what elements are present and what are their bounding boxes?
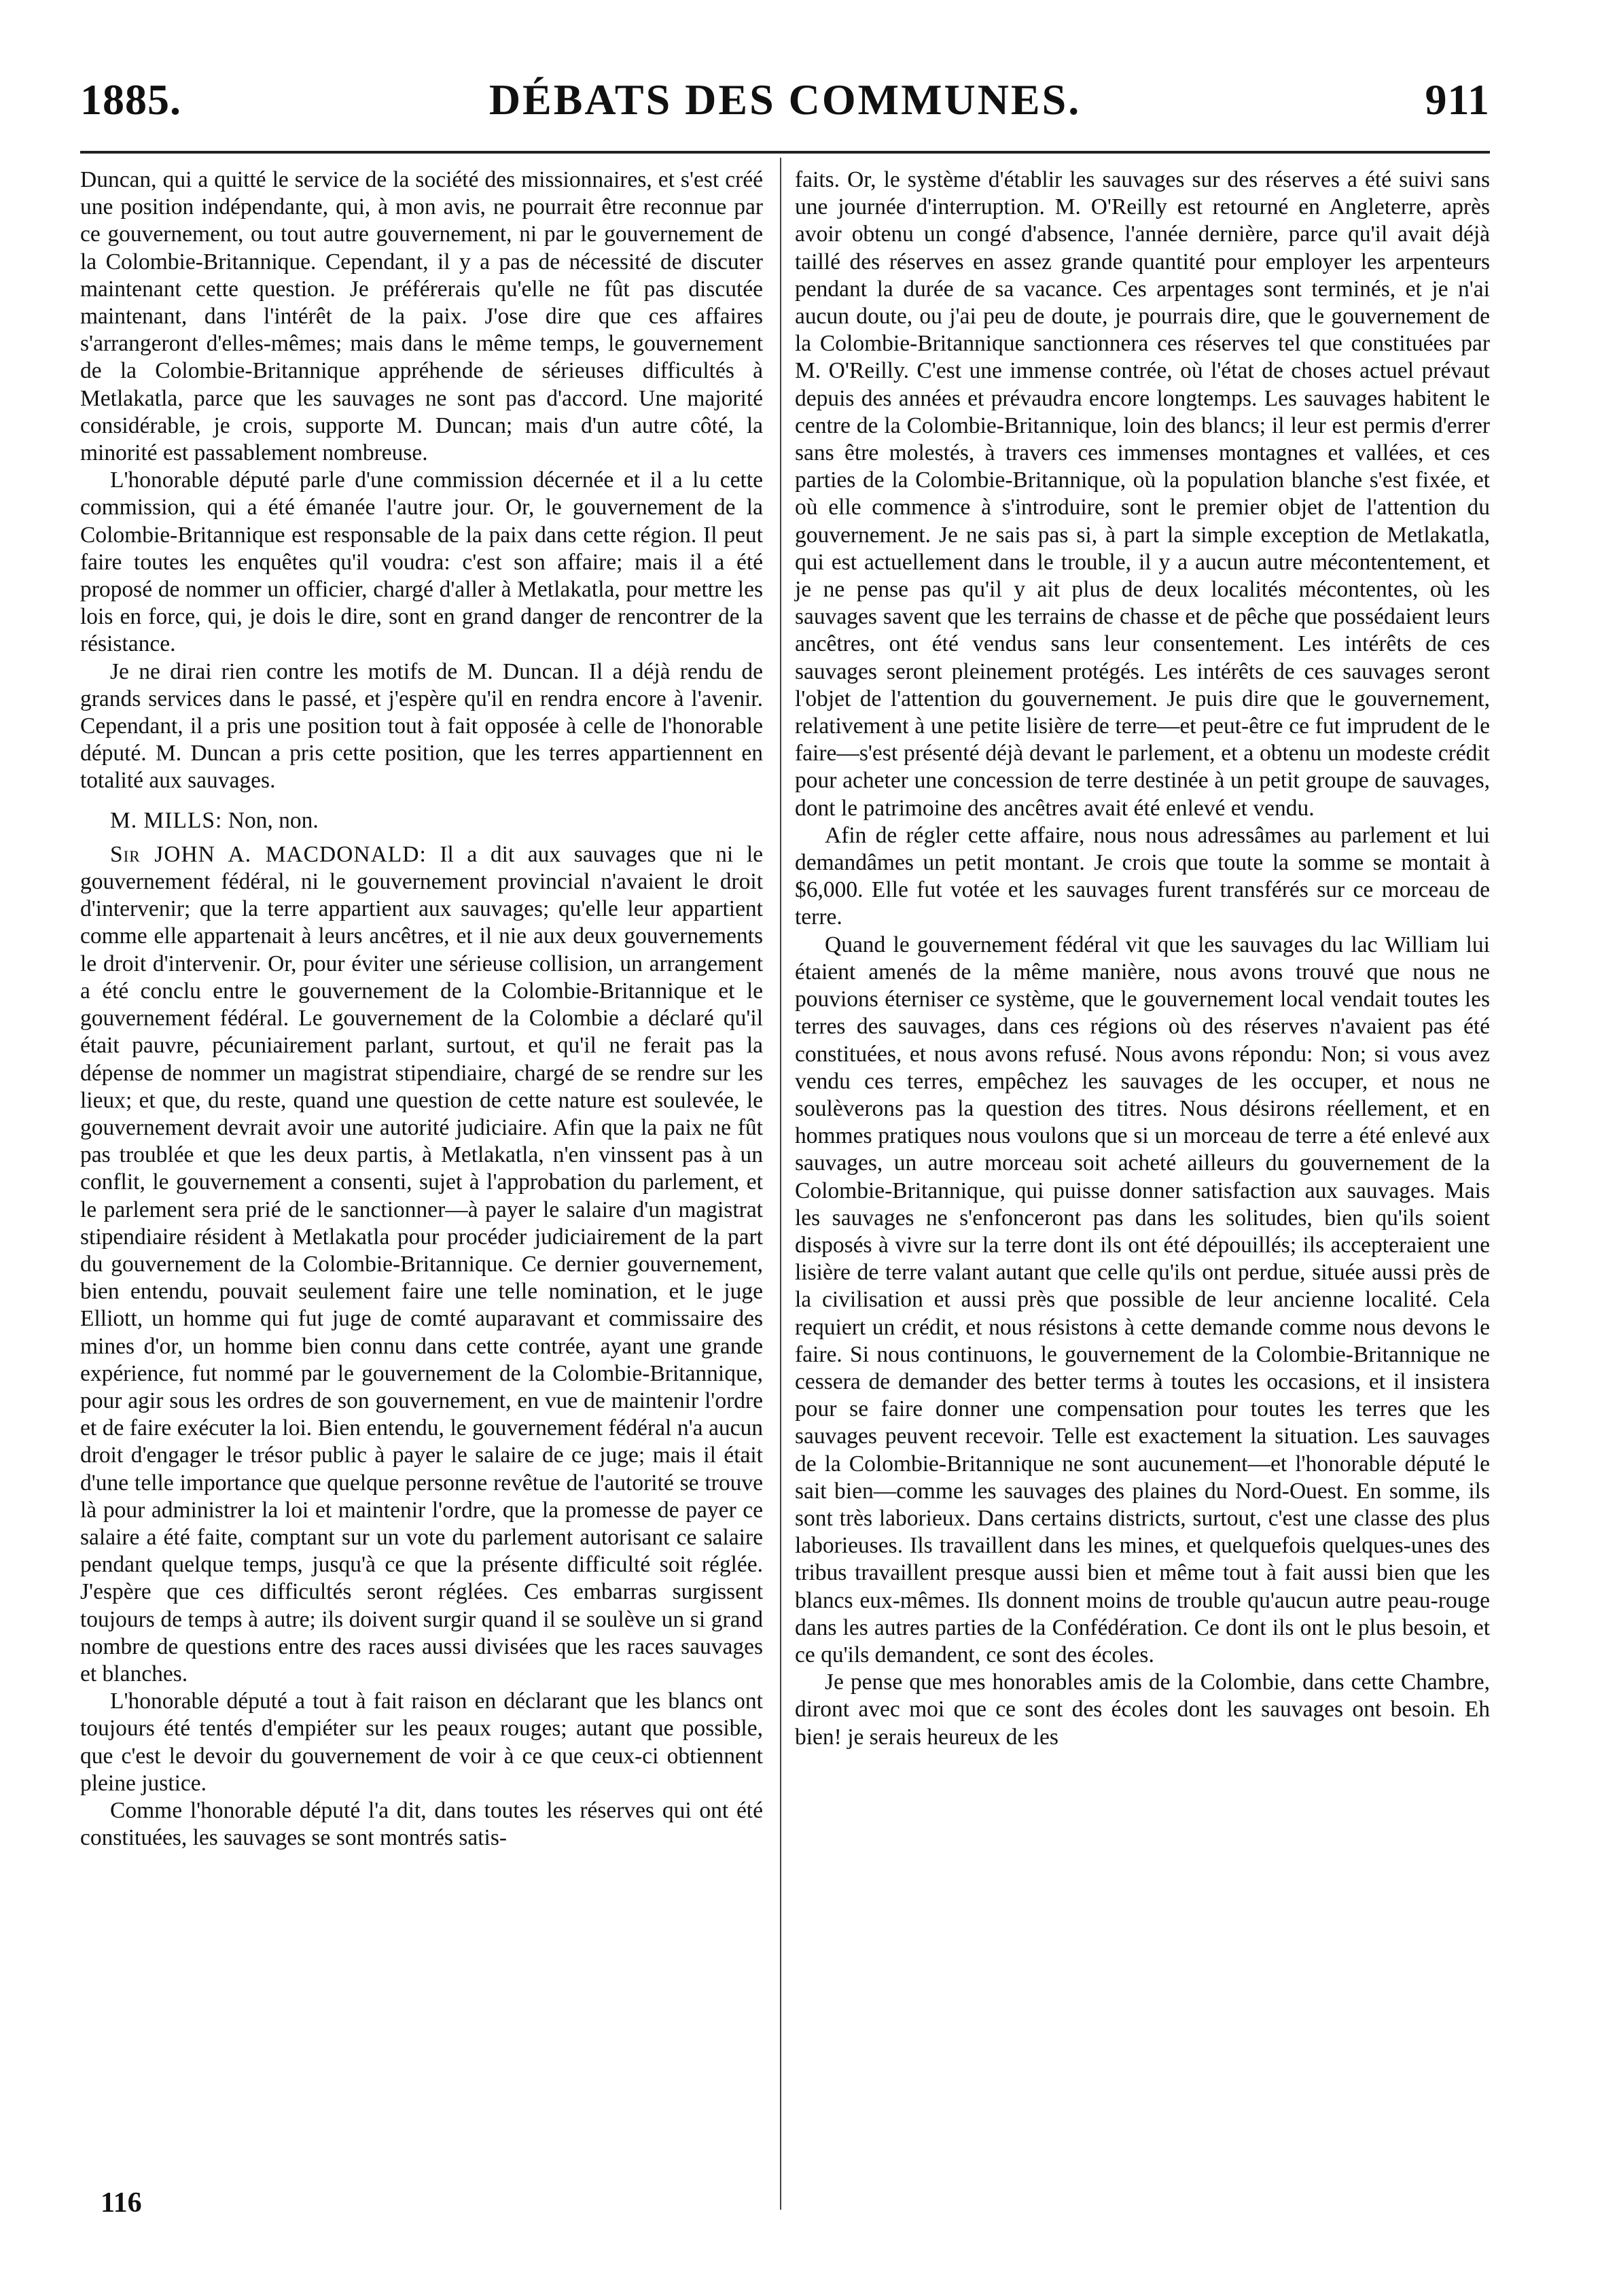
paragraph: Je pense que mes honorables amis de la Colombie, dans cette Chambre, diront avec moi que ce sont des écoles dont les sauvages ont besoin. Eh bien! je serais heureux de les: [795, 1670, 1490, 1750]
paragraph: Quand le gouvernement fédéral vit que les sauvages du lac William lui étaient amenés de la même manière, nous avons trouvé que nous ne pouvions éterniser ce système, que le gouvernement local vendait toutes les terres des sauvages, dans ces régions où des réserves n'avaient pas été constituées, et nous avons refusé. Nous avons répondu: Non; si vous avez vendu ces terres, empêchez les sauvages de les occuper, et nous ne soulèverons pas la question des titres. Nous désirons réellement, et en hommes pratiques nous voulons que si un morceau de terre a été enlevé aux sauvages, un autre morceau soit acheté ailleurs du gouvernement de la Colombie-Britannique, qui puisse donner satisfaction aux sauvages. Mais les sauvages ne s'enfonceront pas dans les solitudes, bien qu'ils soient disposés à vivre sur la terre dont ils ont été dépouillés; ils accepteraient une lisière de terre valant autant que celle qu'ils ont perdue, située aussi près de la civilisation et aussi près que possible de leur ancienne localité. Cela requiert un crédit, et nous résistons à cette demande comme nous devons le faire. Si nous continuons, le gouvernement de la Colombie-Britannique ne cessera de demander des better terms à toutes les occasions, et il insistera pour se faire donner une compensation pour toutes les terres que les sauvages peuvent recevoir. Telle est exactement la situation. Les sauvages de la Colombie-Britannique ne sont aucunement—et l'honorable député le sait bien—comme les sauvages des plaines du Nord-Ouest. En somme, ils sont très laborieux. Dans certains districts, surtout, c'est une classe des plus laborieuses. Ils travaillent dans les mines, et quelquefois quelques-unes des tribus travaillent presque aussi bien et même tout à fait aussi bien que les blancs eux-mêmes. Ils donnent moins de trouble qu'aucun autre peau-rouge dans les autres parties de la Confédération. Ce dont ils ont le plus besoin, et ce qu'ils demandent, ce sont des écoles.: [795, 932, 1490, 1667]
header-year: 1885.: [80, 75, 181, 124]
paragraph: L'honorable député parle d'une commission décernée et il a lu cette commission, qui a été émanée l'autre jour. Or, le gouvernement de la Colombie-Britannique est responsable de la paix dans cette région. Il peut faire toutes les enquêtes qu'il voudra: c'est son affaire; mais il a été proposé de nommer un officier, chargé d'aller à Metlakatla, pour mettre les lois en force, qui, je dois le dire, sont en grand danger de rencontrer de la résistance.: [80, 467, 763, 657]
signature-mark: 116: [101, 2187, 142, 2219]
speech-text: Non, non.: [228, 807, 319, 833]
header-page-number: 911: [1425, 75, 1490, 124]
paragraph: Afin de régler cette affaire, nous nous adressâmes au parlement et lui demandâmes un petit montant. Je crois que toute la somme se montait à $6,000. Elle fut votée et les sauvages furent transférés sur ce morceau de terre.: [795, 822, 1490, 930]
paragraph: Duncan, qui a quitté le service de la société des missionnaires, et s'est créé une position indépendante, qui, à mon avis, ne pourrait être reconnue par ce gouvernement, ou tout autre gouvernement, ni par le gouvernement de la Colombie-Britannique. Cependant, il y a pas de nécessité de discuter maintenant cette question. Je préférerais qu'elle ne fût pas discutée maintenant, dans l'intérêt de la paix. J'ose dire que ces affaires s'arrangeront d'elles-mêmes; mais dans le même temps, le gouvernement de la Colombie-Britannique appréhende de sérieuses difficultés à Metlakatla, parce que les sauvages ne sont pas d'accord. Une majorité considérable, je crois, supporte M. Duncan; mais d'un autre côté, la minorité est passablement nombreuse.: [80, 167, 763, 466]
page-header: [80, 75, 1490, 149]
paragraph: Comme l'honorable député l'a dit, dans toutes les réserves qui ont été constituées, les sauvages se sont montrés satis-: [80, 1797, 763, 1851]
speech: [80, 807, 763, 834]
header-title: DÉBATS DES COMMUNES.: [488, 75, 1082, 124]
speaker-name: M. MILLS:: [110, 807, 223, 833]
header-rule: [80, 151, 1490, 154]
paragraph: faits. Or, le système d'établir les sauvages sur des réserves a été suivi sans une journée d'interruption. M. O'Reilly est retourné en Angleterre, après avoir obtenu un congé d'absence, l'année dernière, parce qu'il avait déjà taillé des réserves en assez grande quantité pour employer les arpenteurs pendant la durée de sa vacance. Ces arpentages sont terminés, et je n'ai aucun doute, ou j'ai peu de doute, je pourrais dire, que le gouvernement de la Colombie-Britannique sanctionnera ces réserves tel que constituées par M. O'Reilly. C'est une immense contrée, où l'état de choses actuel prévaut depuis des années et prévaudra encore longtemps. Les sauvages habitent le centre de la Colombie-Britannique, loin des blancs; il leur est permis d'errer sans être molestés, à travers ces immenses montagnes et vallées, et ces parties de la Colombie-Britannique, où la population blanche s'est fixée, et où elle commence à s'introduire, sont le premier objet de l'attention du gouvernement. Je ne sais pas si, à part la simple exception de Metlakatla, qui est actuellement dans le trouble, il y a aucun autre mécontentement, et je ne pense pas qu'il y ait plus de deux localités mécontentes, où les sauvages savent que les terrains de chasse et de pêche que possédaient leurs ancêtres, ont été vendus sans leur consentement. Les intérêts de ces sauvages seront pleinement protégés. Les intérêts de ces sauvages seront l'objet de l'attention du gouvernement. Je puis dire que le gouvernement, relativement à une petite lisière de terre—et peut-être ce fut imprudent de le faire—s'est présenté déjà devant le parlement, et a obtenu un modeste crédit pour acheter une concession de terre destinée à un petit groupe de sauvages, dont le patrimoine des ancêtres avait été enlevé et vendu.: [795, 167, 1490, 821]
speaker-name: Sir JOHN A. MACDONALD:: [110, 841, 427, 867]
column-divider: [780, 158, 781, 2210]
right-column: [795, 166, 1490, 1751]
left-column: [80, 166, 763, 1852]
paragraph: Je ne dirai rien contre les motifs de M. Duncan. Il a déjà rendu de grands services dans le passé, et j'espère qu'il en rendra encore à l'avenir. Cependant, il a pris une position tout à fait opposée à celle de l'honorable député. M. Duncan a pris cette position, que les terres appartiennent en totalité aux sauvages.: [80, 658, 763, 794]
speech: [80, 841, 763, 1688]
paragraph: L'honorable député a tout à fait raison en déclarant que les blancs ont toujours été tentés d'empiéter sur les peaux rouges; autant que possible, que c'est le devoir du gouvernement de voir à ce que ceux-ci obtiennent pleine justice.: [80, 1689, 763, 1796]
speech-text: Il a dit aux sauvages que ni le gouvernement fédéral, ni le gouvernement provincial n'avaient le droit d'intervenir; que la terre appartient aux sauvages; qu'elle leur appartient comme elle appartenait à leurs ancêtres, et il nie aux deux gouvernements le droit d'intervenir. Or, pour éviter une sérieuse collision, un arrangement a été conclu entre le gouvernement de la Colombie-Britannique et le gouvernement fédéral. Le gouvernement de la Colombie a déclaré qu'il était pauvre, pécuniairement parlant, surtout, et qu'il ne ferait pas la dépense de nommer un magistrat stipendiaire, chargé de se rendre sur les lieux; et que, du reste, quand une question de cette nature est soulevée, le gouvernement devrait avoir une autorité judiciaire. Afin que la paix ne fût pas troublée et que les deux partis, à Metlakatla, n'en vinssent pas à un conflit, le gouvernement a consenti, sujet à l'approbation du parlement, et le parlement sera prié de le sanctionner—à payer le salaire d'un magistrat stipendiaire résident à Metlakatla pour procéder judiciairement de la part du gouvernement de la Colombie-Britannique. Ce dernier gouvernement, bien entendu, pouvait seulement faire une telle nomination, et le juge Elliott, un homme qui fut juge de comté auparavant et commissaire des mines d'or, un homme bien connu dans cette contrée, ayant une grande expérience, fut nommé par le gouvernement de la Colombie-Britannique, pour agir sous les ordres de son gouvernement, en vue de maintenir l'ordre et de faire exécuter la loi. Bien entendu, le gouvernement fédéral n'a aucun droit d'engager le trésor public à payer le salaire de ce juge; mais il était d'une telle importance que quelque personne revêtue de l'autorité se trouve là pour administrer la loi et maintenir l'ordre, que la promesse de payer ce salaire a été faite, comptant sur un vote du parlement autorisant ce salaire pendant quelque temps, jusqu'à ce que la présente difficulté soit réglée. J'espère que ces difficultés seront réglées. Ces embarras surgissent toujours de temps à autre; ils doivent surgir quand il se soulève un si grand nombre de questions entre des races aussi divisées que les races sauvages et blanches.: [80, 841, 763, 1686]
